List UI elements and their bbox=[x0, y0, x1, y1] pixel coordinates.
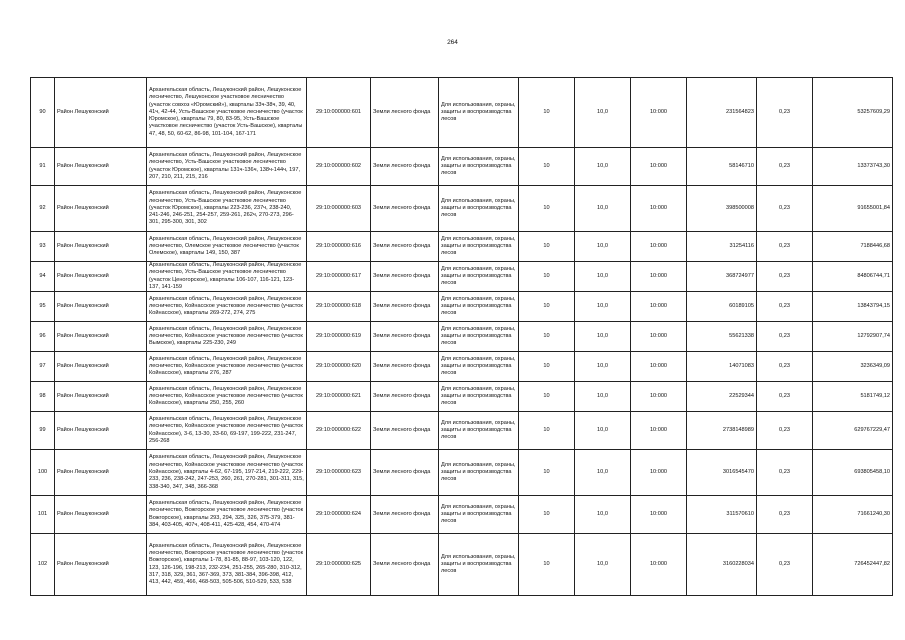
location-description: Архангельская область, Лешуконский район, Лешуконское лесничество, Усть-Вашское участковое лесничество (участок Юромское), кварталы 131ч-136ч, 138ч-144ч, 197, 207, 210, 211, 215, 216 bbox=[147, 148, 307, 186]
district-name: Район Лешуконский bbox=[55, 496, 147, 534]
location-description: Архангельская область, Лешуконский район, Лешуконское лесничество, Койнасское участковое лесничество (участок Койнасское), кварталы 276, 287 bbox=[147, 352, 307, 382]
permitted-use: Для использования, охраны, защиты и воспроизводства лесов bbox=[439, 148, 519, 186]
column-8-value: 10,0 bbox=[575, 292, 631, 322]
column-9-value: 10:000 bbox=[631, 352, 687, 382]
location-description: Архангельская область, Лешуконский район, Лешуконское лесничество, Койнасское участковое лесничество (участок Койнасское), кварталы 4-62, 67-195, 197-214, 219-222, 229-233, 236, 238-242, 247-253, 260, 261, 270-281, 301-311, 315, 338-340, 347, 348, 366-368 bbox=[147, 450, 307, 496]
column-7-value: 10 bbox=[519, 450, 575, 496]
row-number: 91 bbox=[31, 148, 55, 186]
district-name: Район Лешуконский bbox=[55, 78, 147, 148]
cadastral-number: 29:10:000000:601 bbox=[307, 78, 371, 148]
land-category: Земли лесного фонда bbox=[371, 412, 439, 450]
permitted-use: Для использования, охраны, защиты и воспроизводства лесов bbox=[439, 534, 519, 596]
permitted-use: Для использования, охраны, защиты и воспроизводства лесов bbox=[439, 352, 519, 382]
cadastral-number: 29:10:000000:620 bbox=[307, 352, 371, 382]
area-value: 22529344 bbox=[687, 382, 757, 412]
cadastral-value: 13843794,15 bbox=[813, 292, 893, 322]
column-9-value: 10:000 bbox=[631, 496, 687, 534]
column-8-value: 10,0 bbox=[575, 450, 631, 496]
permitted-use: Для использования, охраны, защиты и воспроизводства лесов bbox=[439, 496, 519, 534]
column-7-value: 10 bbox=[519, 292, 575, 322]
column-9-value: 10:000 bbox=[631, 232, 687, 262]
cadastral-number: 29:10:000000:618 bbox=[307, 292, 371, 322]
permitted-use: Для использования, охраны, защиты и воспроизводства лесов bbox=[439, 322, 519, 352]
rate-value: 0,23 bbox=[757, 232, 813, 262]
permitted-use: Для использования, охраны, защиты и воспроизводства лесов bbox=[439, 186, 519, 232]
district-name: Район Лешуконский bbox=[55, 232, 147, 262]
row-number: 102 bbox=[31, 534, 55, 596]
row-number: 93 bbox=[31, 232, 55, 262]
permitted-use: Для использования, охраны, защиты и воспроизводства лесов bbox=[439, 232, 519, 262]
column-7-value: 10 bbox=[519, 496, 575, 534]
column-9-value: 10:000 bbox=[631, 292, 687, 322]
rate-value: 0,23 bbox=[757, 262, 813, 292]
column-8-value: 10,0 bbox=[575, 148, 631, 186]
column-8-value: 10,0 bbox=[575, 322, 631, 352]
row-number: 94 bbox=[31, 262, 55, 292]
cadastral-number: 29:10:000000:622 bbox=[307, 412, 371, 450]
location-description: Архангельская область, Лешуконский район, Лешуконское лесничество, Койнасское участковое лесничество (участок Вымское), кварталы 225-230, 249 bbox=[147, 322, 307, 352]
row-number: 97 bbox=[31, 352, 55, 382]
cadastral-value: 3236349,09 bbox=[813, 352, 893, 382]
table-row bbox=[31, 352, 893, 382]
cadastral-value: 84806744,71 bbox=[813, 262, 893, 292]
table-row bbox=[31, 292, 893, 322]
table-body bbox=[31, 78, 893, 596]
column-8-value: 10,0 bbox=[575, 496, 631, 534]
district-name: Район Лешуконский bbox=[55, 322, 147, 352]
rate-value: 0,23 bbox=[757, 534, 813, 596]
permitted-use: Для использования, охраны, защиты и воспроизводства лесов bbox=[439, 450, 519, 496]
cadastral-number: 29:10:000000:625 bbox=[307, 534, 371, 596]
column-8-value: 10,0 bbox=[575, 382, 631, 412]
column-9-value: 10:000 bbox=[631, 534, 687, 596]
cadastral-value: 7188446,68 bbox=[813, 232, 893, 262]
cadastral-value: 12792907,74 bbox=[813, 322, 893, 352]
area-value: 398500008 bbox=[687, 186, 757, 232]
column-7-value: 10 bbox=[519, 534, 575, 596]
row-number: 96 bbox=[31, 322, 55, 352]
column-8-value: 10,0 bbox=[575, 412, 631, 450]
column-7-value: 10 bbox=[519, 186, 575, 232]
column-9-value: 10:000 bbox=[631, 382, 687, 412]
district-name: Район Лешуконский bbox=[55, 292, 147, 322]
column-8-value: 10,0 bbox=[575, 352, 631, 382]
column-8-value: 10,0 bbox=[575, 78, 631, 148]
column-9-value: 10:000 bbox=[631, 322, 687, 352]
column-7-value: 10 bbox=[519, 322, 575, 352]
land-category: Земли лесного фонда bbox=[371, 450, 439, 496]
district-name: Район Лешуконский bbox=[55, 412, 147, 450]
column-9-value: 10:000 bbox=[631, 412, 687, 450]
cadastral-number: 29:10:000000:603 bbox=[307, 186, 371, 232]
column-7-value: 10 bbox=[519, 382, 575, 412]
district-name: Район Лешуконский bbox=[55, 148, 147, 186]
cadastral-number: 29:10:000000:623 bbox=[307, 450, 371, 496]
column-9-value: 10:000 bbox=[631, 450, 687, 496]
area-value: 2738148989 bbox=[687, 412, 757, 450]
permitted-use: Для использования, охраны, защиты и воспроизводства лесов bbox=[439, 412, 519, 450]
rate-value: 0,23 bbox=[757, 450, 813, 496]
column-9-value: 10:000 bbox=[631, 186, 687, 232]
district-name: Район Лешуконский bbox=[55, 450, 147, 496]
table-row bbox=[31, 382, 893, 412]
rate-value: 0,23 bbox=[757, 322, 813, 352]
column-8-value: 10,0 bbox=[575, 534, 631, 596]
row-number: 101 bbox=[31, 496, 55, 534]
area-value: 3016545470 bbox=[687, 450, 757, 496]
district-name: Район Лешуконский bbox=[55, 382, 147, 412]
area-value: 31254116 bbox=[687, 232, 757, 262]
location-description: Архангельская область, Лешуконский район, Лешуконское лесничество, Койнасское участковое лесничество (участок Койнасское), кварталы 250, 255, 260 bbox=[147, 382, 307, 412]
land-category: Земли лесного фонда bbox=[371, 292, 439, 322]
district-name: Район Лешуконский bbox=[55, 352, 147, 382]
cadastral-value: 53257609,29 bbox=[813, 78, 893, 148]
column-7-value: 10 bbox=[519, 352, 575, 382]
location-description: Архангельская область, Лешуконский район, Лешуконское лесничество, Вожгорское участковое лесничество (участок Вожгорское), кварталы 293, 294, 325, 326, 375-379, 381-384, 403-405, 407ч, 408-411, 425-428, 454, 470-474 bbox=[147, 496, 307, 534]
cadastral-number: 29:10:000000:602 bbox=[307, 148, 371, 186]
land-registry-table bbox=[30, 77, 893, 596]
rate-value: 0,23 bbox=[757, 148, 813, 186]
table-row bbox=[31, 148, 893, 186]
area-value: 3160228034 bbox=[687, 534, 757, 596]
column-9-value: 10:000 bbox=[631, 262, 687, 292]
land-category: Земли лесного фонда bbox=[371, 382, 439, 412]
rate-value: 0,23 bbox=[757, 78, 813, 148]
cadastral-number: 29:10:000000:617 bbox=[307, 262, 371, 292]
rate-value: 0,23 bbox=[757, 496, 813, 534]
table-row bbox=[31, 186, 893, 232]
page-number: 264 bbox=[447, 39, 458, 46]
cadastral-number: 29:10:000000:616 bbox=[307, 232, 371, 262]
column-7-value: 10 bbox=[519, 148, 575, 186]
area-value: 231564823 bbox=[687, 78, 757, 148]
permitted-use: Для использования, охраны, защиты и воспроизводства лесов bbox=[439, 78, 519, 148]
column-7-value: 10 bbox=[519, 262, 575, 292]
area-value: 311570610 bbox=[687, 496, 757, 534]
column-9-value: 10:000 bbox=[631, 78, 687, 148]
location-description: Архангельская область, Лешуконский район, Лешуконское лесничество, Олемское участковое лесничество (участок Олемское), кварталы 149, 150, 387 bbox=[147, 232, 307, 262]
location-description: Архангельская область, Лешуконский район, Лешуконское лесничество, Вожгорское участковое лесничество (участок Вожгорское), кварталы 1-78, 81-85, 88-97, 103-120, 122, 123, 126-196, 198-213, 232-234, 251-255, 265-280, 310-312, 317, 318, 329, 361, 367-369, 373, 381-384, 396-398, 412, 413, 442, 459, 466, 468-503, 505-506, 510-529, 533, 538 bbox=[147, 534, 307, 596]
permitted-use: Для использования, охраны, защиты и воспроизводства лесов bbox=[439, 292, 519, 322]
table-row bbox=[31, 232, 893, 262]
table-row bbox=[31, 412, 893, 450]
column-7-value: 10 bbox=[519, 412, 575, 450]
district-name: Район Лешуконский bbox=[55, 262, 147, 292]
location-description: Архангельская область, Лешуконский район, Лешуконское лесничество, Лешуконское участковое лесничество (участок совхоз «Юромский»), кварталы 33ч-38ч, 39, 40, 41ч, 42-44, Усть-Вашское участковое лесничество (участок Юромское), кварталы 79, 80, 83-95, Усть-Вашское участковое лесничество (участок Усть-Вашское), кварталы 47, 48, 50, 60-62, 86-98, 101-104, 167-171 bbox=[147, 78, 307, 148]
table-row bbox=[31, 78, 893, 148]
rate-value: 0,23 bbox=[757, 382, 813, 412]
column-9-value: 10:000 bbox=[631, 148, 687, 186]
column-8-value: 10,0 bbox=[575, 262, 631, 292]
cadastral-number: 29:10:000000:619 bbox=[307, 322, 371, 352]
land-category: Земли лесного фонда bbox=[371, 186, 439, 232]
land-category: Земли лесного фонда bbox=[371, 322, 439, 352]
row-number: 90 bbox=[31, 78, 55, 148]
land-category: Земли лесного фонда bbox=[371, 496, 439, 534]
table-row bbox=[31, 262, 893, 292]
table-row bbox=[31, 322, 893, 352]
location-description: Архангельская область, Лешуконский район, Лешуконское лесничество, Койнасское участковое лесничество (участок Койнасское), 3-6, 13-30, 33-60, 69-197, 199-222, 231-247, 256-268 bbox=[147, 412, 307, 450]
row-number: 99 bbox=[31, 412, 55, 450]
column-7-value: 10 bbox=[519, 78, 575, 148]
land-category: Земли лесного фонда bbox=[371, 148, 439, 186]
cadastral-value: 71661240,30 bbox=[813, 496, 893, 534]
cadastral-value: 726452447,82 bbox=[813, 534, 893, 596]
area-value: 60189105 bbox=[687, 292, 757, 322]
row-number: 98 bbox=[31, 382, 55, 412]
cadastral-value: 5181749,12 bbox=[813, 382, 893, 412]
area-value: 58146710 bbox=[687, 148, 757, 186]
cadastral-number: 29:10:000000:624 bbox=[307, 496, 371, 534]
land-category: Земли лесного фонда bbox=[371, 78, 439, 148]
permitted-use: Для использования, охраны, защиты и воспроизводства лесов bbox=[439, 382, 519, 412]
column-8-value: 10,0 bbox=[575, 232, 631, 262]
land-category: Земли лесного фонда bbox=[371, 232, 439, 262]
location-description: Архангельская область, Лешуконский район, Лешуконское лесничество, Усть-Вашское участковое лесничество (участок Юромское), кварталы 223-236, 237ч, 238-240, 241-246, 246-251, 254-257, 259-261, 262ч, 270-273, 296-301, 295-300, 301, 302 bbox=[147, 186, 307, 232]
rate-value: 0,23 bbox=[757, 292, 813, 322]
table-row bbox=[31, 534, 893, 596]
area-value: 14071083 bbox=[687, 352, 757, 382]
rate-value: 0,23 bbox=[757, 412, 813, 450]
cadastral-value: 91655001,84 bbox=[813, 186, 893, 232]
land-category: Земли лесного фонда bbox=[371, 534, 439, 596]
location-description: Архангельская область, Лешуконский район, Лешуконское лесничество, Усть-Вашское участковое лесничество (участок Ценогорское), кварталы 106-107, 116-121, 123-137, 141-159 bbox=[147, 262, 307, 292]
cadastral-value: 13373743,30 bbox=[813, 148, 893, 186]
row-number: 95 bbox=[31, 292, 55, 322]
rate-value: 0,23 bbox=[757, 186, 813, 232]
row-number: 100 bbox=[31, 450, 55, 496]
column-8-value: 10,0 bbox=[575, 186, 631, 232]
land-category: Земли лесного фонда bbox=[371, 262, 439, 292]
cadastral-number: 29:10:000000:621 bbox=[307, 382, 371, 412]
permitted-use: Для использования, охраны, защиты и воспроизводства лесов bbox=[439, 262, 519, 292]
row-number: 92 bbox=[31, 186, 55, 232]
area-value: 368724977 bbox=[687, 262, 757, 292]
land-category: Земли лесного фонда bbox=[371, 352, 439, 382]
table-row bbox=[31, 450, 893, 496]
column-7-value: 10 bbox=[519, 232, 575, 262]
table-row bbox=[31, 496, 893, 534]
cadastral-value: 629767229,47 bbox=[813, 412, 893, 450]
district-name: Район Лешуконский bbox=[55, 186, 147, 232]
location-description: Архангельская область, Лешуконский район, Лешуконское лесничество, Койнасское участковое лесничество (участок Койнасское), кварталы 269-272, 274, 275 bbox=[147, 292, 307, 322]
area-value: 55621338 bbox=[687, 322, 757, 352]
district-name: Район Лешуконский bbox=[55, 534, 147, 596]
rate-value: 0,23 bbox=[757, 352, 813, 382]
cadastral-value: 693805458,10 bbox=[813, 450, 893, 496]
